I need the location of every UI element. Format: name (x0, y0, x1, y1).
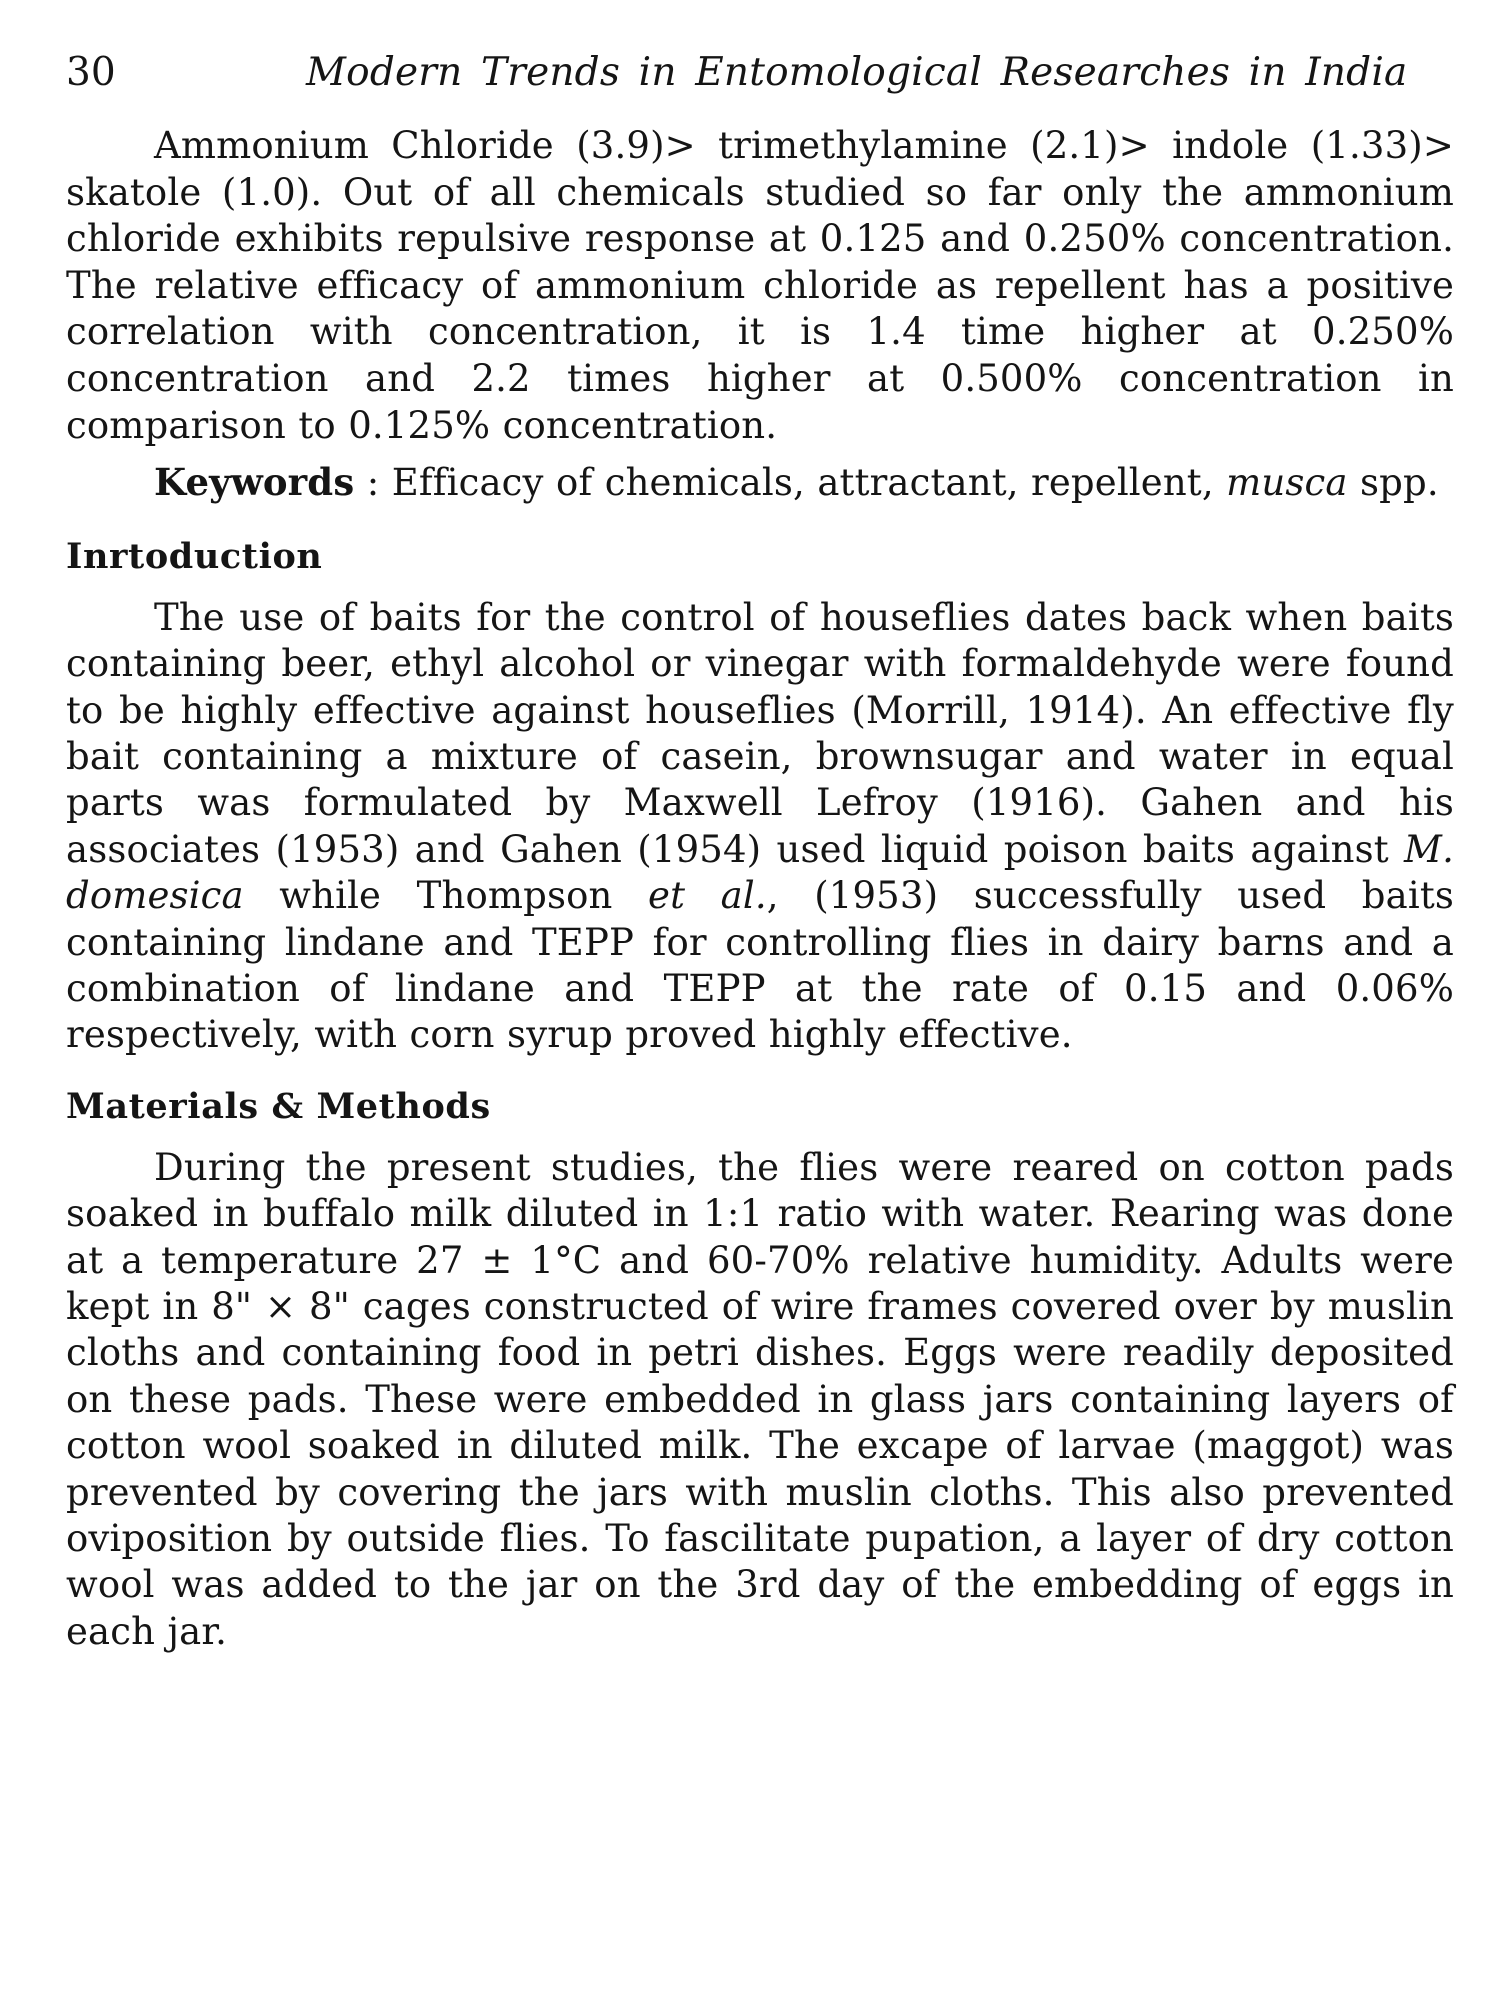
introduction-text-part-2: while Thompson (243, 874, 649, 918)
introduction-paragraph (66, 595, 1454, 1059)
introduction-text-part-3: , (1953) successfully used baits containing lindane and TEPP for controlling flies in dairy barns and a combination of lindane and TEPP at the rate of 0.15 and 0.06% respectively, with corn syrup proved highly effective. (66, 874, 1454, 1057)
keywords-paragraph (66, 459, 1454, 507)
introduction-et-al: et al. (648, 874, 767, 918)
introduction-species-name: M. domesica (66, 827, 1454, 918)
running-header (66, 52, 1454, 122)
page-number: 30 (66, 50, 116, 95)
abstract-conclusion-paragraph: Ammonium Chloride (3.9)> trimethylamine (2.1)> indole (1.33)> skatole (1.0). Out of all chemicals studied so far only the ammonium chloride exhibits repulsive response at 0.125 and 0.250% concentration. The relative efficacy of ammonium chloride as repellent has a positive correlation with concentration, it is 1.4 time higher at 0.250% concentration and 2.2 times higher at 0.500% concentration in comparison to 0.125% concentration. (66, 124, 1454, 447)
keywords-tail: spp. (1347, 461, 1439, 505)
materials-methods-paragraph: During the present studies, the flies were reared on cotton pads soaked in buffalo milk diluted in 1:1 ratio with water. Rearing was done at a temperature 27 ± 1°C and 60-70% relative humidity. Adults were kept in 8" × 8" cages constructed of wire frames covered over by muslin cloths and containing food in petri dishes. Eggs were readily deposited on these pads. These were embedded in glass jars containing layers of cotton wool soaked in diluted milk. The excape of larvae (maggot) was prevented by covering the jars with muslin cloths. This also prevented oviposition by outside flies. To fascilitate pupation, a layer of dry cotton wool was added to the jar on the 3rd day of the embedding of eggs in each jar. (66, 1145, 1454, 1653)
introduction-text-part-1: The use of baits for the control of houseflies dates back when baits containing beer, ethyl alcohol or vinegar with formaldehyde were found to be highly effective against houseflies (Morrill, 1914). An effective fly bait containing a mixture of casein, brownsugar and water in equal parts was formulated by Maxwell Lefroy (1916). Gahen and his associates (1953) and Gahen (1954) used liquid poison baits against (66, 595, 1454, 871)
book-page (66, 52, 1454, 1952)
introduction-heading: Inrtoduction (66, 535, 323, 577)
materials-methods-heading: Materials & Methods (66, 1085, 491, 1127)
keywords-label: Keywords (154, 460, 355, 505)
keywords-separator: : (354, 461, 392, 505)
running-title: Modern Trends in Entomological Researches in India (306, 50, 1408, 95)
keywords-italic-genus: musca (1226, 461, 1348, 505)
keywords-text: Efficacy of chemicals, attractant, repellent, (391, 461, 1227, 505)
